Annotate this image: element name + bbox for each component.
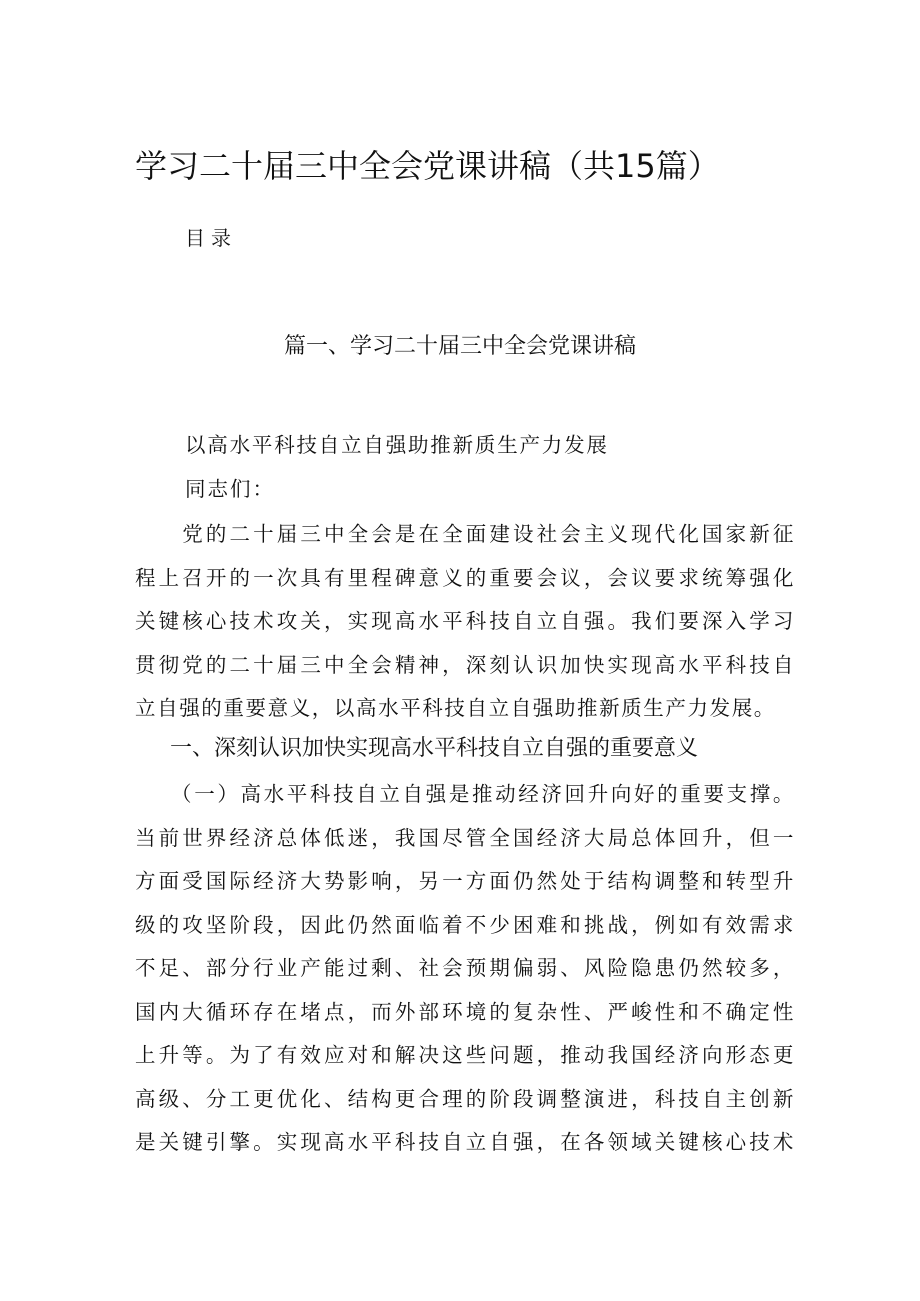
- paragraph-line: 级的攻坚阶段，因此仍然面临着不少困难和挑战，例如有效需求: [135, 912, 795, 937]
- paragraph-line: （一）高水平科技自立自强是推动经济回升向好的重要支撑。: [135, 782, 795, 806]
- intro-paragraph: [135, 513, 795, 731]
- paragraph-line: 关键核心技术攻关，实现高水平科技自立自强。我们要深入学习: [135, 609, 795, 633]
- greeting: 同志们：: [185, 477, 275, 501]
- paragraph-line: 高级、分工更优化、结构更合理的阶段调整演进，科技自主创新: [135, 1086, 795, 1111]
- paragraph-line: 立自强的重要意义，以高水平科技自立自强助推新质生产力发展。: [135, 696, 776, 720]
- speech-subtitle: 以高水平科技自立自强助推新质生产力发展: [185, 433, 609, 457]
- paragraph-line: 党的二十届三中全会是在全面建设社会主义现代化国家新征: [135, 522, 795, 546]
- document-title: 学习二十届三中全会党课讲稿（共15篇）: [135, 147, 720, 185]
- body-paragraph: [135, 773, 795, 1165]
- toc-label: 目录: [185, 226, 237, 250]
- section-heading: 一、深刻认识加快实现高水平科技自立自强的重要意义: [170, 736, 699, 761]
- chapter-title: 篇一、学习二十届三中全会党课讲稿: [283, 334, 636, 359]
- paragraph-line: 上升等。为了有效应对和解决这些问题，推动我国经济向形态更: [135, 1043, 795, 1067]
- paragraph-line: 是关键引擎。实现高水平科技自立自强，在各领域关键核心技术: [135, 1130, 795, 1154]
- paragraph-line: 国内大循环存在堵点，而外部环境的复杂性、严峻性和不确定性: [135, 999, 795, 1024]
- paragraph-line: 方面受国际经济大势影响，另一方面仍然处于结构调整和转型升: [135, 869, 795, 893]
- paragraph-line: 贯彻党的二十届三中全会精神，深刻认识加快实现高水平科技自: [135, 652, 795, 677]
- paragraph-line: 不足、部分行业产能过剩、社会预期偏弱、风险隐患仍然较多，: [135, 956, 795, 980]
- paragraph-line: 程上召开的一次具有里程碑意义的重要会议，会议要求统筹强化: [135, 565, 795, 590]
- paragraph-line: 当前世界经济总体低迷，我国尽管全国经济大局总体回升，但一: [135, 825, 795, 850]
